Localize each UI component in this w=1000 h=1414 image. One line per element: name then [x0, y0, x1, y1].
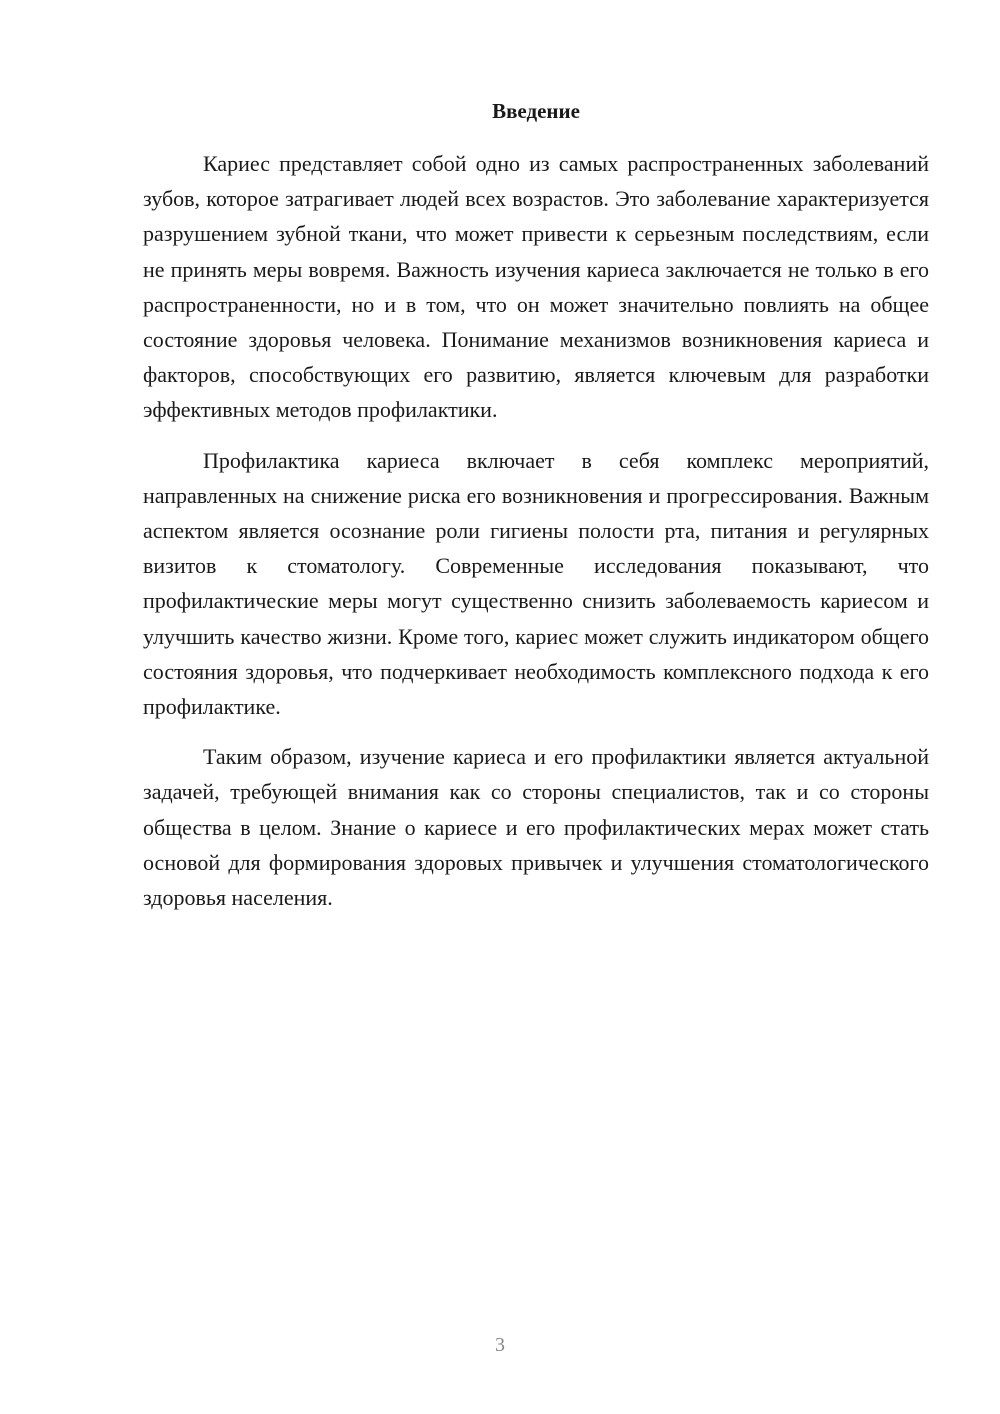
paragraph-conclusion: Таким образом, изучение кариеса и его профилактики является актуальной задачей, требующей внимания как со стороны специалистов, так и со стороны общества в целом. Знание о кариесе и его профилактических мерах может стать основой для формирования здоровых привычек и улучшения стоматологического здоровья населения. — [143, 744, 929, 911]
paragraph-prevention: Профилактика кариеса включает в себя комплекс мероприятий, направленных на снижение риска его возникновения и прогрессирования. Важным аспектом является осознание роли гигиены полости рта, питания и регулярных визитов к стоматологу. Современные исследования показывают, что профилактические меры могут существенно снизить заболеваемость кариесом и улучшить качество жизни. Кроме того, кариес может служить индикатором общего состояния здоровья, что подчеркивает необходимость комплексного подхода к его профилактике. — [143, 447, 929, 720]
page-content — [143, 96, 929, 915]
paragraph-intro: Кариес представляет собой одно из самых распространенных заболеваний зубов, которое затрагивает людей всех возрастов. Это заболевание характеризуется разрушением зубной ткани, что может привести к серьезным последствиям, если не принять меры вовремя. Важность изучения кариеса заключается не только в его распространенности, но и в том, что он может значительно повлиять на общее состояние здоровья человека. Понимание механизмов возникновения кариеса и факторов, способствующих его развитию, является ключевым для разработки эффективных методов профилактики. — [143, 151, 929, 423]
page-number: 3 — [495, 1334, 505, 1356]
section-heading: Введение — [492, 99, 580, 123]
